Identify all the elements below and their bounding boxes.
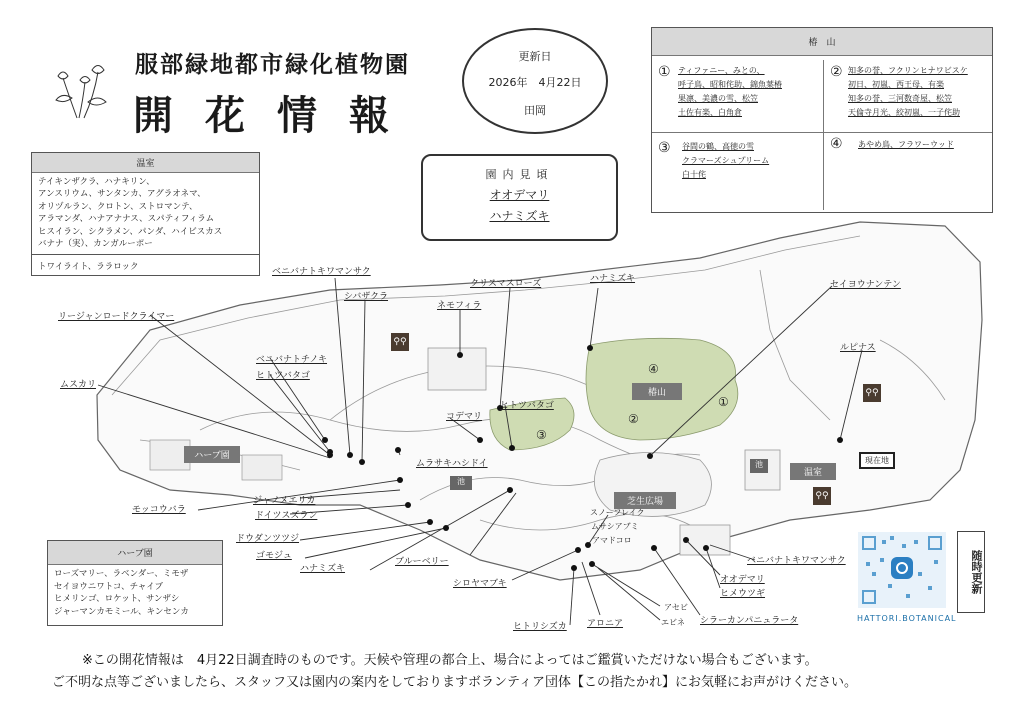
plant-label: ヒトツバタゴ <box>500 401 554 411</box>
plant-label: ハナミズキ <box>590 274 636 284</box>
plant-label: ヒトツバタゴ <box>256 371 310 381</box>
plant-label: オオデマリ <box>720 575 765 585</box>
area-number: ③ <box>536 428 547 442</box>
greenhouse-line: アラマンダ、ハナアナナス、スパティフィラム <box>38 214 215 225</box>
pond-marker: 池 <box>750 459 768 473</box>
plant-label: ベニバナトキワマンサク <box>747 556 846 566</box>
plant-label: ジャノメエリカ <box>253 496 316 506</box>
plant-label: ヒトリシズカ <box>513 622 567 632</box>
plant-label: ベニバナトキワマンサク <box>272 267 371 277</box>
herb-line: セイヨウニワトコ、チャイブ <box>54 581 164 592</box>
update-author: 田岡 <box>524 104 546 117</box>
tsubaki-line: ティファニー、みとの、 <box>678 66 765 75</box>
qr-code[interactable] <box>858 532 946 608</box>
herb-line: ヒメリンゴ、ロケット、サンザシ <box>54 594 180 605</box>
herb-garden-heading: ハーブ園 <box>48 541 222 565</box>
plant-label: シロヤマブキ <box>453 579 507 589</box>
footnote-line-2: ご不明な点等ございましたら、スタッフ又は園内の案内をしておりますボランティア団体【この指たかれ】にお気軽にお声がけください。 <box>52 675 857 690</box>
greenhouse-line: ヒスイラン、シクラメン、パンダ、ハイビスカス <box>38 226 223 237</box>
current-location-marker: 現在地 <box>859 452 895 469</box>
herb-line: ローズマリー、ラベンダー、ミモザ <box>54 569 189 579</box>
plant-label: ハナミズキ <box>300 564 346 574</box>
plant-label: ドイツスズラン <box>255 511 318 521</box>
plant-label: ゴモジュ <box>256 551 292 561</box>
tsubaki-line: 呼子鳥、昭和侘助、錦魚葉椿 <box>678 80 782 89</box>
plant-label: スノーフレイク <box>590 508 645 517</box>
plant-label: シラーカンパニュラータ <box>700 616 799 626</box>
instagram-handle: HATTORI.BOTANICAL <box>857 614 957 623</box>
map-tag-tsubakiyama: 椿山 <box>632 383 682 400</box>
map-tag-greenhouse: 温室 <box>790 463 836 480</box>
map-tag-herb-garden: ハーブ園 <box>184 446 240 463</box>
plant-label: ブルーベリー <box>395 557 449 567</box>
pond-marker: 池 <box>450 476 472 490</box>
greenhouse-line: アンスリウム、サンタンカ、アグラオネマ、 <box>38 189 206 200</box>
restroom-icon: ⚲⚲ <box>391 333 409 351</box>
highlight-heading: 園内見頃 <box>485 168 554 181</box>
plant-label: アセビ <box>664 603 688 612</box>
tsubaki-line: 天倫寺月光、絞初嵐、一子侘助 <box>848 108 960 117</box>
plant-label: エビネ <box>661 618 685 627</box>
tsubaki-line: 知多の誉、三河数奇屋、松笠 <box>848 94 952 103</box>
area-number: ② <box>628 412 639 426</box>
tsubaki-line: 谷間の鶴、高徳の雪 <box>682 142 754 151</box>
tsubaki-heading: 椿 山 <box>652 28 992 56</box>
plant-label: アマドコロ <box>592 536 632 545</box>
map-tag-lawn-plaza: 芝生広場 <box>614 492 676 509</box>
greenhouse-heading: 温室 <box>32 153 259 173</box>
tsubaki-line: 知多の誉、フクリンヒナワビスケ <box>848 66 968 75</box>
plant-label: リージャンロードクライマー <box>58 312 175 322</box>
tsubaki-line: 果凛、美濃の雪、松笠 <box>678 94 758 103</box>
plant-label: ルピナス <box>840 343 876 353</box>
greenhouse-line: オリヅルラン、クロトン、ストロマンテ、 <box>38 201 198 212</box>
update-label: 更新日 <box>518 50 552 63</box>
highlight-item: オオデマリ <box>489 188 550 202</box>
greenhouse-line: バナナ（実）、カンガルーポー <box>38 239 153 250</box>
section-number: ① <box>658 64 671 80</box>
tsubaki-line: あやめ鳥、フラワーウッド <box>858 140 954 149</box>
plant-label: アロニア <box>587 619 624 629</box>
plant-label: ベニバナトチノキ <box>256 355 328 365</box>
plant-label: ムラサキハシドイ <box>416 459 488 469</box>
greenhouse-extra: トワイライト、ララロック <box>32 254 259 273</box>
area-number: ④ <box>648 362 659 376</box>
page-subtitle: 開花情報 <box>133 93 421 139</box>
restroom-icon: ⚲⚲ <box>813 487 831 505</box>
plant-label: モッコウバラ <box>132 505 186 515</box>
highlight-item: ハナミズキ <box>489 209 550 223</box>
section-number: ④ <box>830 136 843 152</box>
qr-pattern-icon <box>858 532 946 608</box>
footnote-line-1: ※この開花情報は 4月22日調査時のものです。天候や管理の都合上、場合によってはご鑑賞いただけない場合もございます。 <box>82 653 818 668</box>
greenhouse-line: テイキンザクラ、ハナキリン、 <box>38 177 155 187</box>
plant-label: ヒメウツギ <box>720 589 766 599</box>
plant-label: ドウダンツツジ <box>236 534 300 544</box>
tsubaki-line: 土佐有楽、白角倉 <box>678 108 742 117</box>
update-vertical-label: 随時更新 <box>957 531 985 613</box>
plant-label: ネモフィラ <box>437 301 482 311</box>
herb-line: ジャーマンカモミール、キンセンカ <box>54 606 189 617</box>
plant-label: ムサシアブミ <box>591 522 639 531</box>
tsubaki-line: クラマーズシュプリーム <box>682 156 770 165</box>
section-number: ② <box>830 64 843 80</box>
plant-label: シバザクラ <box>344 292 389 302</box>
section-number: ③ <box>658 140 671 156</box>
tsubaki-line: 初日、初嵐、西王母、有楽 <box>848 80 944 89</box>
area-number: ① <box>718 395 729 409</box>
update-date: 2026年 4月22日 <box>488 76 582 89</box>
tsubaki-line: 白十侘 <box>682 170 706 179</box>
page-title: 服部緑地都市緑化植物園 <box>135 52 410 78</box>
plant-label: ムスカリ <box>60 380 97 390</box>
restroom-icon: ⚲⚲ <box>863 384 881 402</box>
plant-label: セイヨウナンテン <box>830 280 901 290</box>
plant-label: コデマリ <box>446 412 483 422</box>
plant-label: クリスマスローズ <box>470 279 542 289</box>
